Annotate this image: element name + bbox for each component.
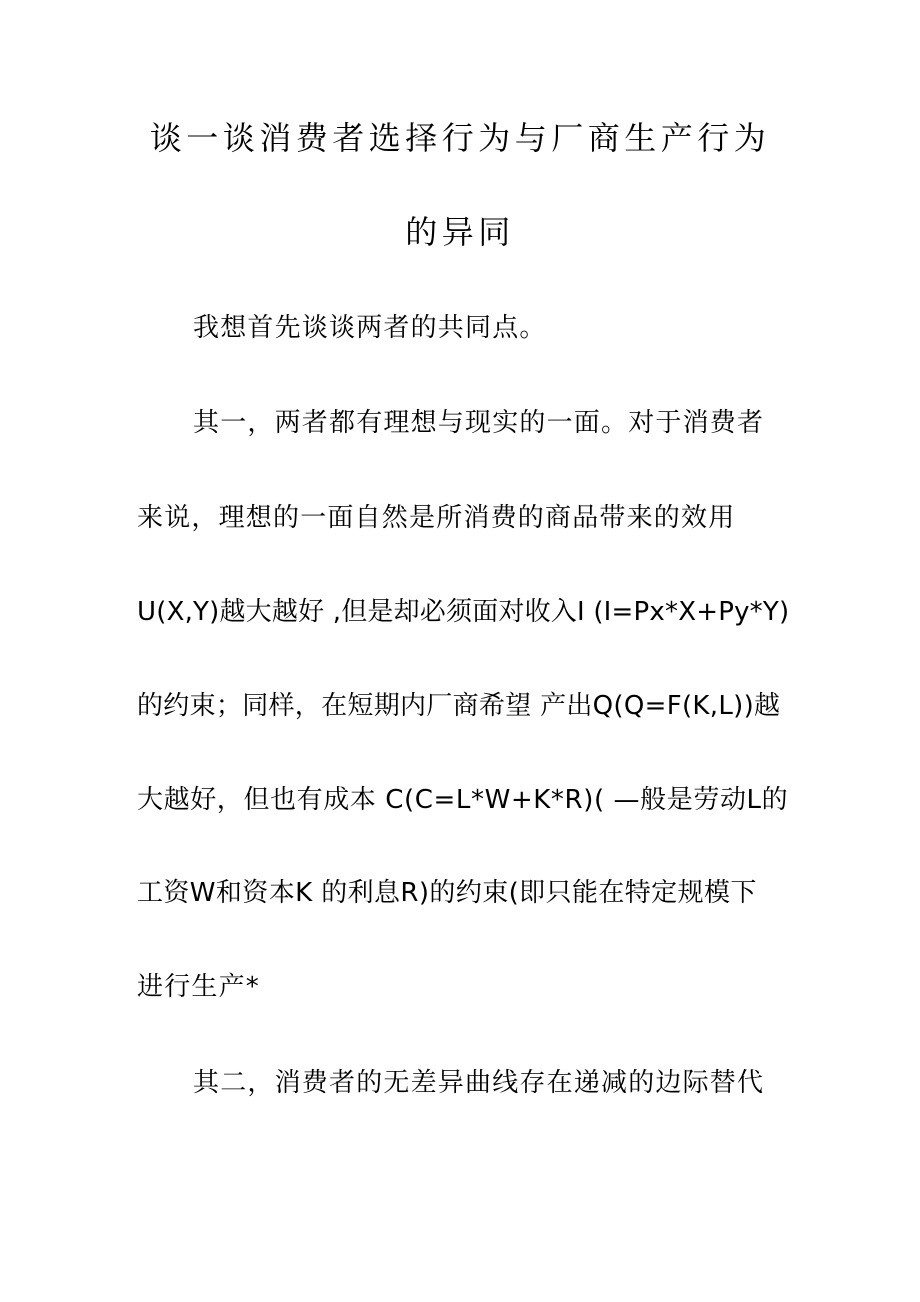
paragraph-line: 其二，消费者的无差异曲线存在递减的边际替代 bbox=[193, 1068, 765, 1098]
paragraph-line: 其一，两者都有理想与现实的一面。对于消费者 bbox=[193, 408, 765, 438]
paragraph-line: 来说，理想的一面自然是所消费的商品带来的效用 bbox=[137, 503, 736, 533]
paragraph-line: 大越好，但也有成本 C(C=L*W+K*R)( —般是劳动L的 bbox=[137, 785, 789, 815]
paragraph-line: 工资W和资本K 的利息R)的约束(即只能在特定规模下 bbox=[137, 878, 757, 908]
paragraph-line: 的约束；同样，在短期内厂商希望 产出Q(Q=F(K,L))越 bbox=[137, 691, 781, 721]
paragraph-line: 进行生产* bbox=[137, 972, 261, 1002]
paragraph-intro: 我想首先谈谈两者的共同点。 bbox=[193, 313, 547, 343]
paragraph-line: U(X,Y)越大越好 ,但是却必须面对收入I (I=Px*X+Py*Y) bbox=[137, 597, 790, 627]
document-title-line-2: 的异同 bbox=[405, 213, 515, 251]
document-title-line-1: 谈一谈消费者选择行为与厂商生产行为 bbox=[149, 119, 771, 157]
